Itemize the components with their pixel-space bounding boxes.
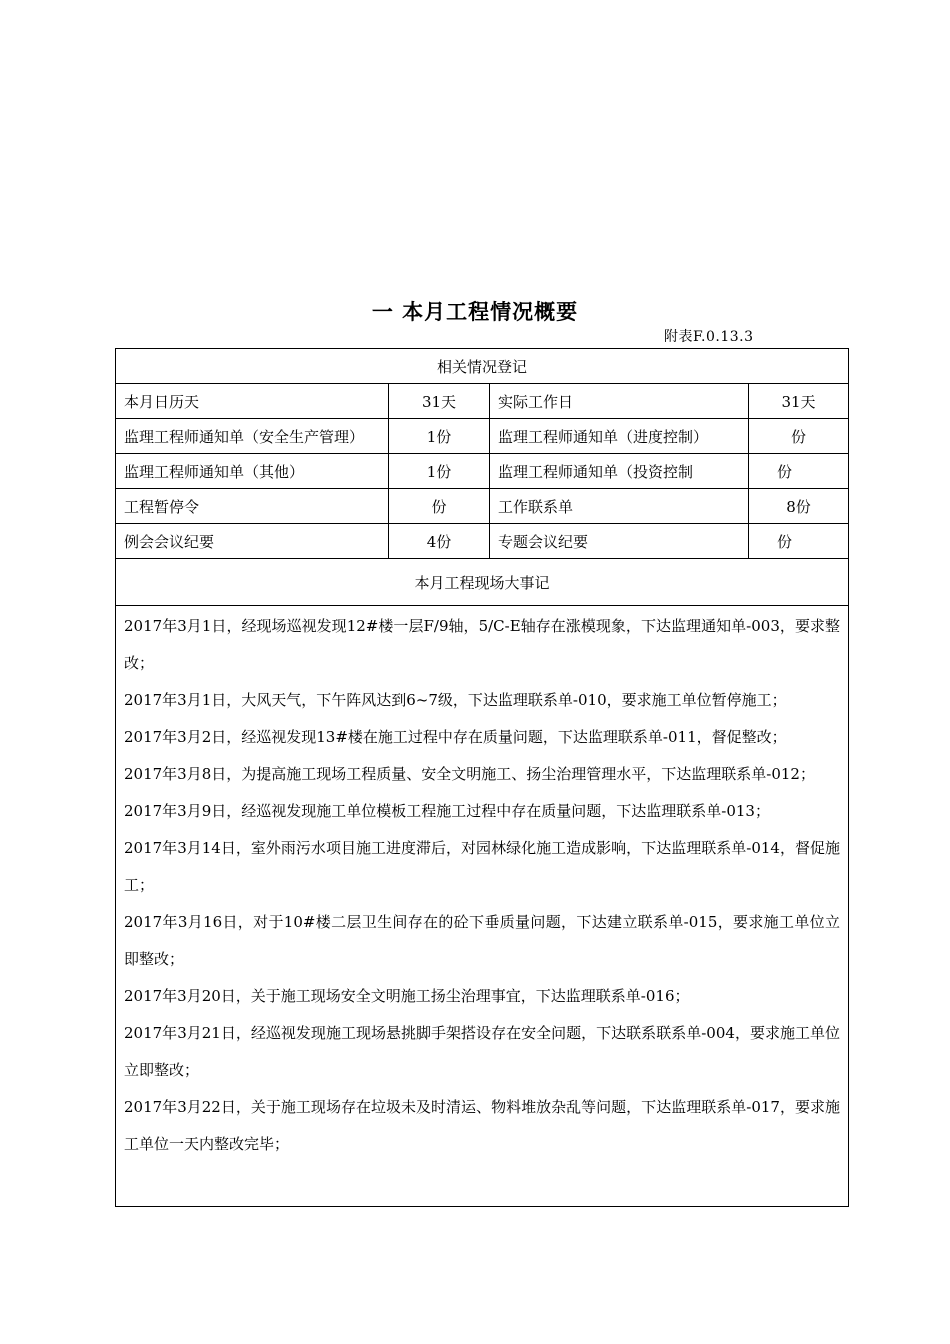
table-row	[116, 489, 849, 524]
row-value: 8份	[749, 489, 849, 524]
row-value: 份	[389, 489, 490, 524]
table-row	[116, 384, 849, 419]
events-header-row	[116, 559, 849, 606]
row-label: 监理工程师通知单（其他）	[116, 454, 389, 489]
row-value: 31天	[749, 384, 849, 419]
row-label: 监理工程师通知单（安全生产管理）	[116, 419, 389, 454]
event-item: 2017年3月22日，关于施工现场存在垃圾未及时清运、物料堆放杂乱等问题，下达监理联系单-017，要求施工单位一天内整改完毕；	[124, 1098, 841, 1153]
row-label: 专题会议纪要	[490, 524, 749, 559]
row-label: 实际工作日	[490, 384, 749, 419]
event-item: 2017年3月20日，关于施工现场安全文明施工扬尘治理事宜，下达监理联系单-016；	[124, 987, 690, 1005]
event-item: 2017年3月8日，为提高施工现场工程质量、安全文明施工、扬尘治理管理水平，下达监理联系单-012；	[124, 765, 815, 783]
table-row	[116, 454, 849, 489]
table-row	[116, 524, 849, 559]
row-value: 份	[749, 454, 849, 489]
row-value: 份	[749, 419, 849, 454]
events-cell	[116, 606, 849, 1207]
row-value: 份	[749, 524, 849, 559]
event-item: 2017年3月1日，大风天气，下午阵风达到6~7级，下达监理联系单-010，要求施工单位暂停施工；	[124, 691, 787, 709]
row-label: 工程暂停令	[116, 489, 389, 524]
row-value: 1份	[389, 454, 490, 489]
event-item: 2017年3月14日，室外雨污水项目施工进度滞后，对园林绿化施工造成影响，下达监理联系单-014，督促施工；	[124, 839, 841, 894]
row-label: 例会会议纪要	[116, 524, 389, 559]
row-label: 本月日历天	[116, 384, 389, 419]
row-value: 1份	[389, 419, 490, 454]
event-item: 2017年3月16日，对于10#楼二层卫生间存在的砼下垂质量问题，下达建立联系单-015，要求施工单位立即整改；	[124, 913, 841, 968]
table-header: 相关情况登记	[116, 349, 849, 384]
event-item: 2017年3月9日，经巡视发现施工单位模板工程施工过程中存在质量问题，下达监理联系单-013；	[124, 802, 770, 820]
row-label: 监理工程师通知单（进度控制）	[490, 419, 749, 454]
row-label: 工作联系单	[490, 489, 749, 524]
row-label: 监理工程师通知单（投资控制	[490, 454, 749, 489]
table-row	[116, 419, 849, 454]
event-item: 2017年3月2日，经巡视发现13#楼在施工过程中存在质量问题，下达监理联系单-011，督促整改；	[124, 728, 787, 746]
summary-table	[115, 348, 849, 1207]
row-value: 4份	[389, 524, 490, 559]
event-item: 2017年3月1日，经现场巡视发现12#楼一层F/9轴，5/C-E轴存在涨模现象，下达监理通知单-003，要求整改；	[124, 617, 841, 672]
event-item: 2017年3月21日，经巡视发现施工现场悬挑脚手架搭设存在安全问题，下达联系联系单-004，要求施工单位立即整改；	[124, 1024, 841, 1079]
row-value: 31天	[389, 384, 490, 419]
form-reference: 附表F.0.13.3	[664, 329, 754, 345]
events-header: 本月工程现场大事记	[116, 559, 849, 606]
page-title: 一 本月工程情况概要	[371, 300, 579, 324]
events-row	[116, 606, 849, 1207]
table-header-row	[116, 349, 849, 384]
